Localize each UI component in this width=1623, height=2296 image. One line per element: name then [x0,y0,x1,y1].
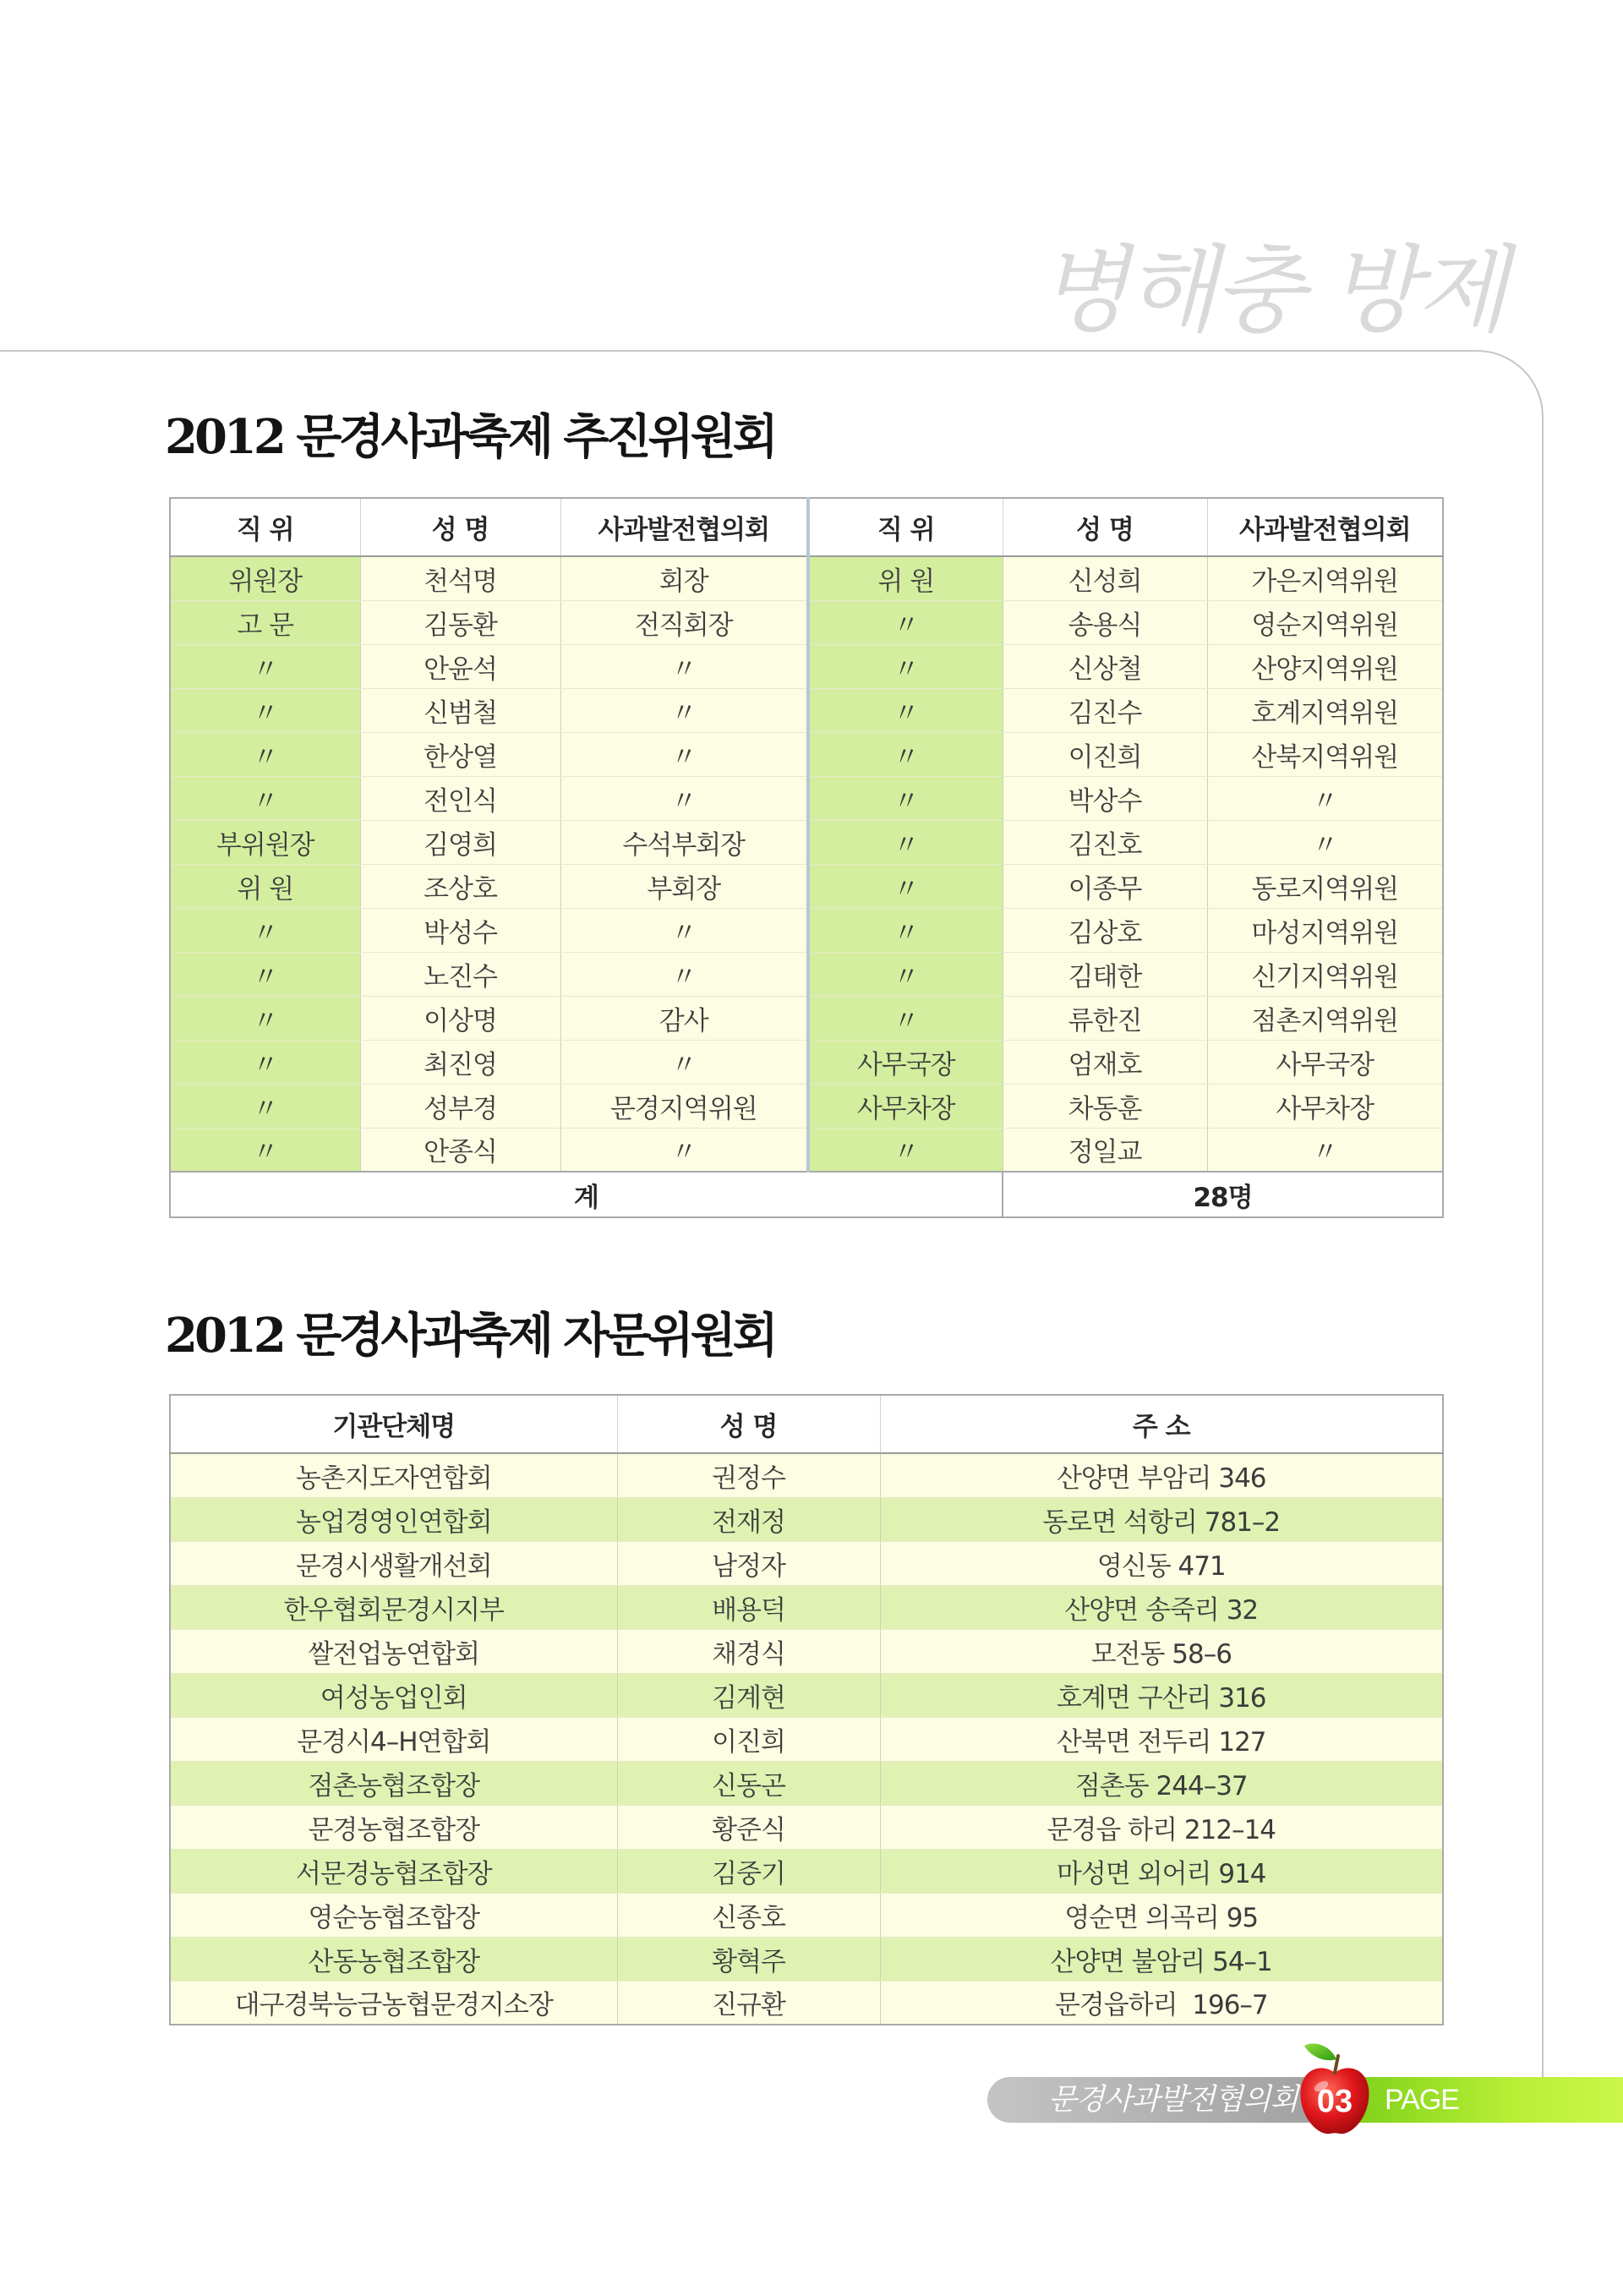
advisory-row [170,1585,1443,1629]
advisory-row [170,1497,1443,1541]
council-role-cell: 사무차장 [1207,1084,1443,1128]
committee-title: 2012 문경사과축제 추진위원회 [165,409,775,465]
position-cell: 〃 [170,776,360,820]
organization-cell: 쌀전업농연합회 [170,1629,617,1673]
committee-row [170,864,1443,908]
name-cell: 엄재호 [1003,1040,1207,1084]
header-name: 성 명 [360,498,560,556]
name-cell: 박상수 [1003,776,1207,820]
position-cell: 위원장 [170,556,360,600]
council-role-cell: 〃 [560,1040,808,1084]
organization-cell: 문경시생활개선회 [170,1541,617,1585]
name-cell: 성부경 [360,1084,560,1128]
committee-row [170,600,1443,644]
footer-page-label: PAGE [1385,2084,1459,2116]
position-cell: 〃 [808,1128,1003,1172]
header-council-role: 사과발전협의회 [560,498,808,556]
committee-row [170,996,1443,1040]
name-cell: 김중기 [617,1849,880,1893]
committee-row [170,1040,1443,1084]
position-cell: 사무국장 [808,1040,1003,1084]
position-cell: 고 문 [170,600,360,644]
advisory-row [170,1805,1443,1849]
committee-row [170,644,1443,688]
address-cell: 점촌동 244–37 [880,1761,1443,1805]
committee-body [170,556,1443,1172]
organization-cell: 문경시4–H연합회 [170,1717,617,1761]
committee-row [170,952,1443,996]
committee-row [170,732,1443,776]
advisory-row [170,1761,1443,1805]
name-cell: 이상명 [360,996,560,1040]
organization-cell: 대구경북능금농협문경지소장 [170,1981,617,2025]
name-cell: 권정수 [617,1453,880,1497]
committee-total-row [170,1172,1443,1217]
council-role-cell: 〃 [560,1128,808,1172]
header-address: 주 소 [880,1395,1443,1453]
address-cell: 문경읍하리 196–7 [880,1981,1443,2025]
position-cell: 사무차장 [808,1084,1003,1128]
header-name: 성 명 [1003,498,1207,556]
council-role-cell: 〃 [560,908,808,952]
organization-cell: 서문경농협조합장 [170,1849,617,1893]
committee-row [170,1084,1443,1128]
name-cell: 송용식 [1003,600,1207,644]
name-cell: 황혁주 [617,1937,880,1981]
council-role-cell: 가은지역위원 [1207,556,1443,600]
position-cell: 〃 [808,908,1003,952]
position-cell: 〃 [170,1040,360,1084]
address-cell: 모전동 58–6 [880,1629,1443,1673]
name-cell: 전재정 [617,1497,880,1541]
address-cell: 산양면 부암리 346 [880,1453,1443,1497]
position-cell: 〃 [808,952,1003,996]
position-cell: 〃 [170,996,360,1040]
position-cell: 위 원 [170,864,360,908]
advisory-row [170,1893,1443,1937]
council-role-cell: 〃 [560,688,808,732]
council-role-cell: 문경지역위원 [560,1084,808,1128]
committee-row [170,688,1443,732]
name-cell: 신성희 [1003,556,1207,600]
position-cell: 〃 [170,732,360,776]
organization-cell: 농촌지도자연합회 [170,1453,617,1497]
council-role-cell: 〃 [560,776,808,820]
name-cell: 이진희 [617,1717,880,1761]
address-cell: 동로면 석항리 781–2 [880,1497,1443,1541]
name-cell: 신동곤 [617,1761,880,1805]
organization-cell: 산동농협조합장 [170,1937,617,1981]
council-role-cell: 〃 [1207,1128,1443,1172]
header-organization: 기관단체명 [170,1395,617,1453]
council-role-cell: 영순지역위원 [1207,600,1443,644]
address-cell: 호계면 구산리 316 [880,1673,1443,1717]
council-role-cell: 〃 [560,952,808,996]
council-role-cell: 〃 [1207,776,1443,820]
name-cell: 한상열 [360,732,560,776]
name-cell: 진규환 [617,1981,880,2025]
name-cell: 천석명 [360,556,560,600]
council-role-cell: 점촌지역위원 [1207,996,1443,1040]
position-cell: 〃 [170,1084,360,1128]
council-role-cell: 전직회장 [560,600,808,644]
position-cell: 〃 [808,776,1003,820]
committee-row [170,1128,1443,1172]
header-council-role: 사과발전협의회 [1207,498,1443,556]
address-cell: 마성면 외어리 914 [880,1849,1443,1893]
name-cell: 신종호 [617,1893,880,1937]
council-role-cell: 호계지역위원 [1207,688,1443,732]
name-cell: 배용덕 [617,1585,880,1629]
address-cell: 산양면 불암리 54–1 [880,1937,1443,1981]
name-cell: 박성수 [360,908,560,952]
address-cell: 영신동 471 [880,1541,1443,1585]
name-cell: 김진수 [1003,688,1207,732]
name-cell: 채경식 [617,1629,880,1673]
position-cell: 부위원장 [170,820,360,864]
name-cell: 이종무 [1003,864,1207,908]
name-cell: 김진호 [1003,820,1207,864]
name-cell: 김계현 [617,1673,880,1717]
committee-row [170,820,1443,864]
position-cell: 〃 [170,688,360,732]
total-label: 계 [170,1172,1003,1217]
council-role-cell: 〃 [560,644,808,688]
name-cell: 최진영 [360,1040,560,1084]
position-cell: 〃 [170,952,360,996]
header-name: 성 명 [617,1395,880,1453]
total-value: 28명 [1003,1172,1443,1217]
name-cell: 류한진 [1003,996,1207,1040]
committee-row [170,556,1443,600]
name-cell: 남정자 [617,1541,880,1585]
council-role-cell: 감사 [560,996,808,1040]
name-cell: 노진수 [360,952,560,996]
advisory-header-row [170,1395,1443,1453]
advisory-row [170,1981,1443,2025]
council-role-cell: 신기지역위원 [1207,952,1443,996]
advisory-body [170,1453,1443,2025]
council-role-cell: 〃 [560,732,808,776]
council-role-cell: 수석부회장 [560,820,808,864]
council-role-cell: 〃 [1207,820,1443,864]
council-role-cell: 마성지역위원 [1207,908,1443,952]
council-role-cell: 동로지역위원 [1207,864,1443,908]
council-role-cell: 산북지역위원 [1207,732,1443,776]
advisory-row [170,1629,1443,1673]
position-cell: 〃 [808,644,1003,688]
name-cell: 이진희 [1003,732,1207,776]
council-role-cell: 사무국장 [1207,1040,1443,1084]
position-cell: 〃 [170,908,360,952]
section-watermark: 병해충 방제 [1037,236,1505,346]
name-cell: 안종식 [360,1128,560,1172]
address-cell: 산양면 송죽리 32 [880,1585,1443,1629]
position-cell: 〃 [808,864,1003,908]
position-cell: 〃 [808,732,1003,776]
name-cell: 안윤석 [360,644,560,688]
organization-cell: 농업경영인연합회 [170,1497,617,1541]
advisory-row [170,1453,1443,1497]
name-cell: 김상호 [1003,908,1207,952]
header-position: 직 위 [170,498,360,556]
organization-cell: 문경농협조합장 [170,1805,617,1849]
name-cell: 전인식 [360,776,560,820]
name-cell: 차동훈 [1003,1084,1207,1128]
footer-page-bar [1351,2077,1623,2123]
committee-row [170,908,1443,952]
committee-header-row [170,498,1443,556]
name-cell: 김동환 [360,600,560,644]
header-position: 직 위 [808,498,1003,556]
advisory-table [169,1394,1444,2025]
name-cell: 신범철 [360,688,560,732]
name-cell: 정일교 [1003,1128,1207,1172]
advisory-row [170,1717,1443,1761]
page-number: 03 [1316,2084,1353,2119]
organization-cell: 영순농협조합장 [170,1893,617,1937]
position-cell: 〃 [808,820,1003,864]
advisory-row [170,1849,1443,1893]
position-cell: 위 원 [808,556,1003,600]
name-cell: 김영희 [360,820,560,864]
council-role-cell: 산양지역위원 [1207,644,1443,688]
address-cell: 산북면 전두리 127 [880,1717,1443,1761]
committee-table [169,497,1444,1218]
council-role-cell: 부회장 [560,864,808,908]
committee-row [170,776,1443,820]
address-cell: 문경읍 하리 212–14 [880,1805,1443,1849]
organization-cell: 여성농업인회 [170,1673,617,1717]
position-cell: 〃 [170,644,360,688]
advisory-row [170,1673,1443,1717]
position-cell: 〃 [808,996,1003,1040]
footer-org-label: 문경사과발전협의회 [1048,2083,1298,2117]
address-cell: 영순면 의곡리 95 [880,1893,1443,1937]
organization-cell: 점촌농협조합장 [170,1761,617,1805]
advisory-row [170,1541,1443,1585]
name-cell: 신상철 [1003,644,1207,688]
advisory-title: 2012 문경사과축제 자문위원회 [165,1308,775,1364]
organization-cell: 한우협회문경시지부 [170,1585,617,1629]
advisory-row [170,1937,1443,1981]
name-cell: 황준식 [617,1805,880,1849]
council-role-cell: 회장 [560,556,808,600]
name-cell: 김태한 [1003,952,1207,996]
position-cell: 〃 [808,688,1003,732]
position-cell: 〃 [170,1128,360,1172]
name-cell: 조상호 [360,864,560,908]
position-cell: 〃 [808,600,1003,644]
